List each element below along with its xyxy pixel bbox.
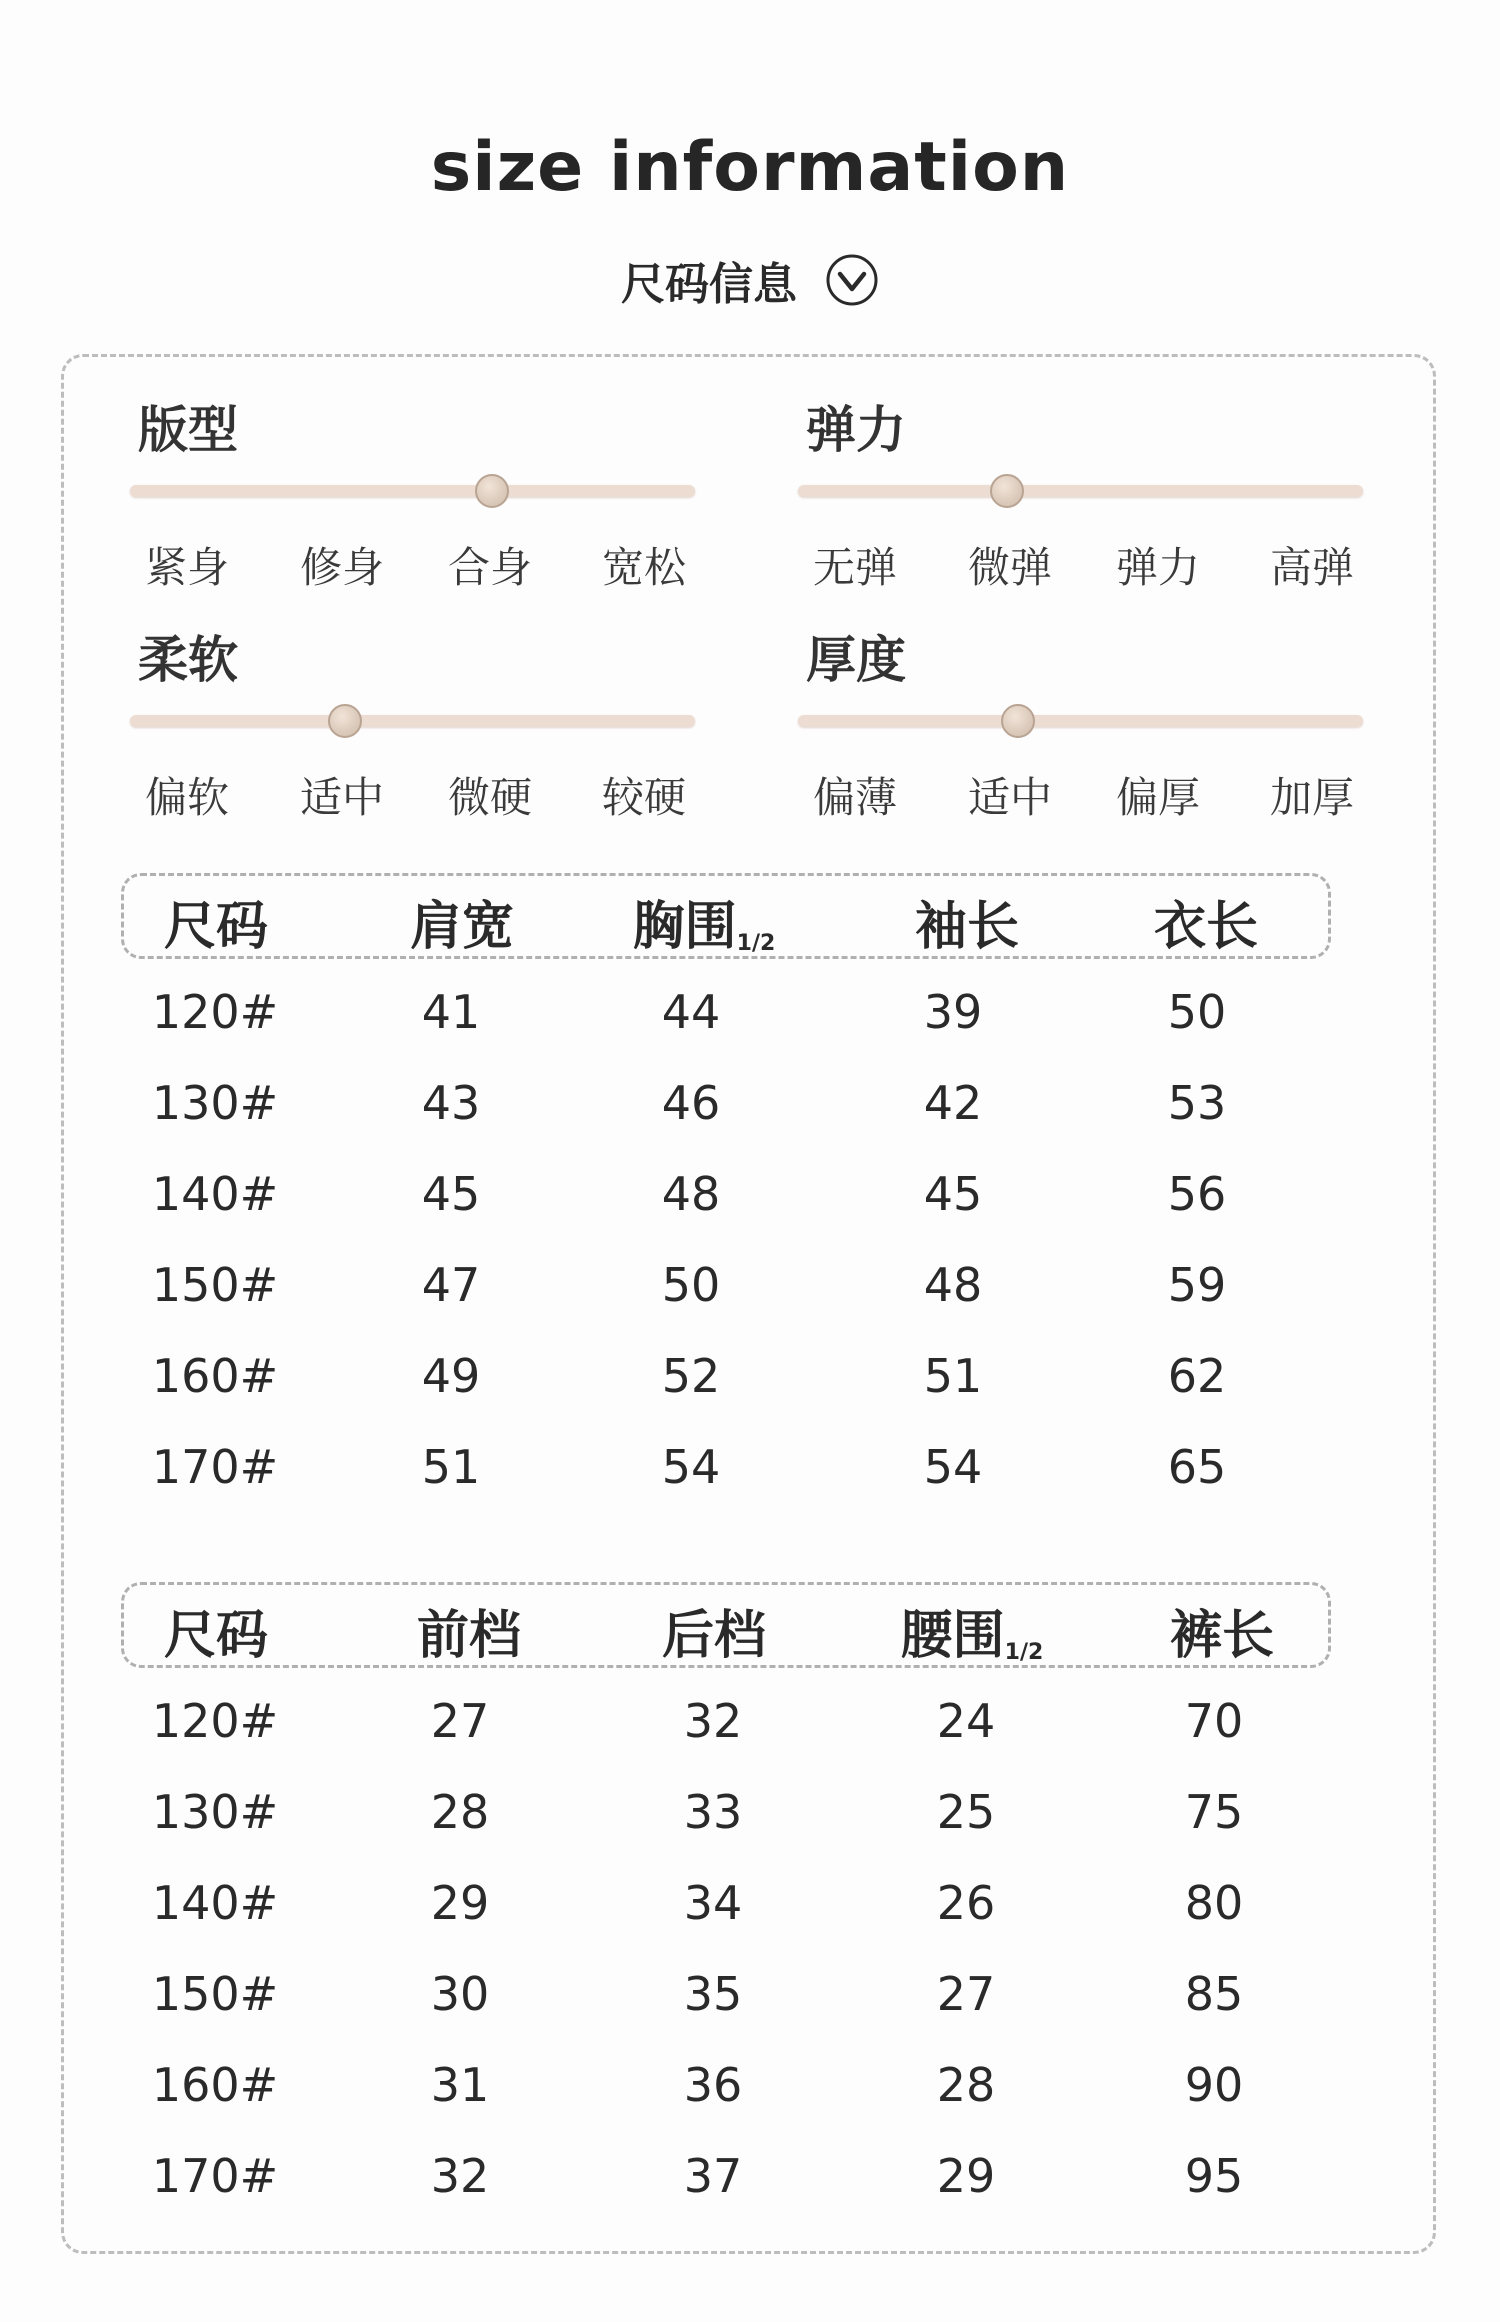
table-cell: 85 [1184, 1967, 1244, 2021]
table-cell: 51 [421, 1440, 481, 1494]
table-cell: 80 [1184, 1876, 1244, 1930]
rating-option: 偏厚 [1116, 773, 1201, 822]
table-cell: 44 [661, 985, 721, 1039]
rating-title: 版型 [138, 401, 238, 459]
table-cell: 75 [1184, 1785, 1244, 1839]
bottom-table-header [121, 1582, 1331, 1668]
half-suffix: 1/2 [736, 931, 776, 956]
page-title: size information [430, 128, 1070, 207]
table-cell: 49 [421, 1349, 481, 1403]
table-cell: 30 [430, 1967, 490, 2021]
table-cell: 33 [683, 1785, 743, 1839]
rating-option: 适中 [300, 773, 385, 822]
table-cell: 29 [936, 2149, 996, 2203]
table-cell: 29 [430, 1876, 490, 1930]
rating-knob [475, 474, 509, 508]
table-cell: 160# [151, 1349, 279, 1403]
table-cell: 26 [936, 1876, 996, 1930]
rating-option: 修身 [300, 543, 385, 592]
column-header-waist: 腰围$_{1/2}$ [900, 1606, 1044, 1666]
column-header-pants-length: 裤长 [1169, 1606, 1275, 1666]
table-cell: 53 [1167, 1076, 1227, 1130]
rating-knob [328, 704, 362, 738]
table-cell: 51 [923, 1349, 983, 1403]
rating-title: 厚度 [806, 631, 906, 689]
table-cell: 50 [1167, 985, 1227, 1039]
table-cell: 70 [1184, 1694, 1244, 1748]
rating-option: 较硬 [602, 773, 687, 822]
table-cell: 34 [683, 1876, 743, 1930]
table-cell: 130# [151, 1076, 279, 1130]
table-cell: 150# [151, 1258, 279, 1312]
column-header-size: 尺码 [163, 897, 269, 957]
half-suffix: 1/2 [1004, 1640, 1044, 1665]
table-cell: 41 [421, 985, 481, 1039]
table-cell: 62 [1167, 1349, 1227, 1403]
rating-option: 无弹 [813, 543, 898, 592]
table-cell: 90 [1184, 2058, 1244, 2112]
table-cell: 50 [661, 1258, 721, 1312]
rating-option: 宽松 [602, 543, 687, 592]
table-cell: 160# [151, 2058, 279, 2112]
column-header-size: 尺码 [163, 1606, 269, 1666]
rating-option: 加厚 [1270, 773, 1355, 822]
table-cell: 170# [151, 1440, 279, 1494]
table-cell: 56 [1167, 1167, 1227, 1221]
rating-track [798, 715, 1363, 727]
column-header-shoulder: 肩宽 [409, 897, 515, 957]
table-cell: 54 [661, 1440, 721, 1494]
table-cell: 59 [1167, 1258, 1227, 1312]
table-cell: 28 [430, 1785, 490, 1839]
column-header-back-rise: 后档 [661, 1606, 767, 1666]
table-cell: 48 [661, 1167, 721, 1221]
table-cell: 35 [683, 1967, 743, 2021]
rating-option: 弹力 [1116, 543, 1201, 592]
table-cell: 140# [151, 1876, 279, 1930]
table-cell: 65 [1167, 1440, 1227, 1494]
table-cell: 32 [430, 2149, 490, 2203]
rating-option: 偏薄 [813, 773, 898, 822]
table-cell: 170# [151, 2149, 279, 2203]
table-cell: 95 [1184, 2149, 1244, 2203]
table-cell: 45 [421, 1167, 481, 1221]
column-header-chest: 胸围$_{1/2}$ [632, 897, 776, 957]
table-cell: 39 [923, 985, 983, 1039]
table-cell: 120# [151, 985, 279, 1039]
table-cell: 47 [421, 1258, 481, 1312]
table-cell: 42 [923, 1076, 983, 1130]
rating-option: 微硬 [448, 773, 533, 822]
table-cell: 27 [430, 1694, 490, 1748]
table-cell: 46 [661, 1076, 721, 1130]
chevron-down-circle-icon[interactable] [825, 253, 879, 307]
column-header-length: 衣长 [1153, 897, 1259, 957]
table-cell: 37 [683, 2149, 743, 2203]
subtitle: 尺码信息 [621, 259, 797, 310]
rating-option: 合身 [448, 543, 533, 592]
table-cell: 43 [421, 1076, 481, 1130]
table-cell: 36 [683, 2058, 743, 2112]
table-cell: 28 [936, 2058, 996, 2112]
table-cell: 24 [936, 1694, 996, 1748]
table-cell: 31 [430, 2058, 490, 2112]
table-cell: 25 [936, 1785, 996, 1839]
rating-option: 适中 [968, 773, 1053, 822]
table-cell: 130# [151, 1785, 279, 1839]
rating-track [130, 715, 695, 727]
table-cell: 48 [923, 1258, 983, 1312]
column-header-sleeve: 袖长 [914, 897, 1020, 957]
rating-track [798, 485, 1363, 497]
rating-title: 弹力 [806, 401, 906, 459]
table-cell: 32 [683, 1694, 743, 1748]
table-cell: 150# [151, 1967, 279, 2021]
table-cell: 140# [151, 1167, 279, 1221]
rating-track [130, 485, 695, 497]
rating-knob [990, 474, 1024, 508]
table-cell: 52 [661, 1349, 721, 1403]
rating-option: 偏软 [145, 773, 230, 822]
rating-title: 柔软 [138, 631, 238, 689]
table-cell: 120# [151, 1694, 279, 1748]
table-cell: 27 [936, 1967, 996, 2021]
table-cell: 45 [923, 1167, 983, 1221]
subtitle-row [0, 248, 1500, 312]
rating-option: 紧身 [145, 543, 230, 592]
table-cell: 54 [923, 1440, 983, 1494]
column-header-front-rise: 前档 [416, 1606, 522, 1666]
rating-option: 微弹 [968, 543, 1053, 592]
rating-option: 高弹 [1270, 543, 1355, 592]
top-table-header [121, 873, 1331, 959]
